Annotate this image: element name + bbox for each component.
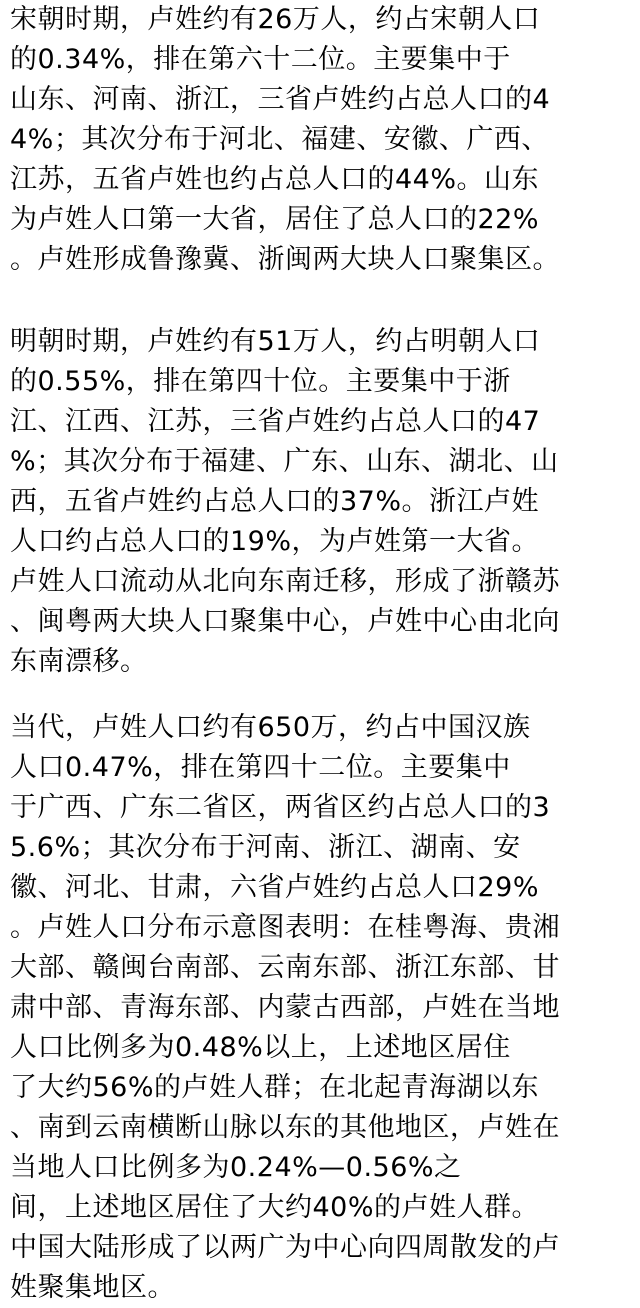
text-line: 山东、河南、浙江，三省卢姓约占总人口的4 <box>10 84 551 115</box>
paragraph-ming-dynasty <box>10 322 635 682</box>
text-line: 中国大陆形成了以两广为中心向四周散发的卢 <box>10 1232 560 1263</box>
text-line: 人口0.47%，排在第四十二位。主要集中 <box>10 752 511 783</box>
text-line: 肃中部、青海东部、内蒙古西部，卢姓在当地 <box>10 992 560 1023</box>
text-line: 人口比例多为0.48%以上，上述地区居住 <box>10 1032 511 1063</box>
text-line: 西，五省卢姓约占总人口的37%。浙江卢姓 <box>10 486 540 517</box>
text-line: 江、江西、江苏，三省卢姓约占总人口的47 <box>10 406 541 437</box>
text-line: 人口约占总人口的19%，为卢姓第一大省。 <box>10 526 540 557</box>
paragraph-contemporary <box>10 708 635 1308</box>
text-line: 当代，卢姓人口约有650万，约占中国汉族 <box>10 712 531 743</box>
text-line: 。卢姓人口分布示意图表明：在桂粤海、贵湘 <box>10 912 560 943</box>
text-line: 4%；其次分布于河北、福建、安徽、广西、 <box>10 124 549 155</box>
text-line: 卢姓人口流动从北向东南迁移，形成了浙赣苏 <box>10 566 560 597</box>
text-line: 徽、河北、甘肃，六省卢姓约占总人口29% <box>10 872 540 903</box>
text-line: 东南漂移。 <box>10 646 148 677</box>
text-line: %；其次分布于福建、广东、山东、湖北、山 <box>10 446 559 477</box>
text-line: 江苏，五省卢姓也约占总人口的44%。山东 <box>10 164 540 195</box>
text-line: 了大约56%的卢姓人群；在北起青海湖以东 <box>10 1072 540 1103</box>
text-line: 姓聚集地区。 <box>10 1272 175 1303</box>
text-line: 为卢姓人口第一大省，居住了总人口的22% <box>10 204 540 235</box>
text-line: 、闽粤两大块人口聚集中心，卢姓中心由北向 <box>10 606 560 637</box>
text-line: 。卢姓形成鲁豫冀、浙闽两大块人口聚集区。 <box>10 244 560 275</box>
text-line: 于广西、广东二省区，两省区约占总人口的3 <box>10 792 551 823</box>
text-line: 的0.34%，排在第六十二位。主要集中于 <box>10 44 511 75</box>
text-line: 的0.55%，排在第四十位。主要集中于浙 <box>10 366 511 397</box>
paragraph-song-dynasty <box>10 0 635 280</box>
text-line: 、南到云南横断山脉以东的其他地区，卢姓在 <box>10 1112 560 1143</box>
text-line: 宋朝时期，卢姓约有26万人，约占宋朝人口 <box>10 4 541 35</box>
text-line: 大部、赣闽台南部、云南东部、浙江东部、甘 <box>10 952 560 983</box>
text-line: 5.6%；其次分布于河南、浙江、湖南、安 <box>10 832 521 863</box>
text-line: 明朝时期，卢姓约有51万人，约占明朝人口 <box>10 326 541 357</box>
text-line: 间，上述地区居住了大约40%的卢姓人群。 <box>10 1192 540 1223</box>
text-line: 当地人口比例多为0.24%—0.56%之 <box>10 1152 462 1183</box>
